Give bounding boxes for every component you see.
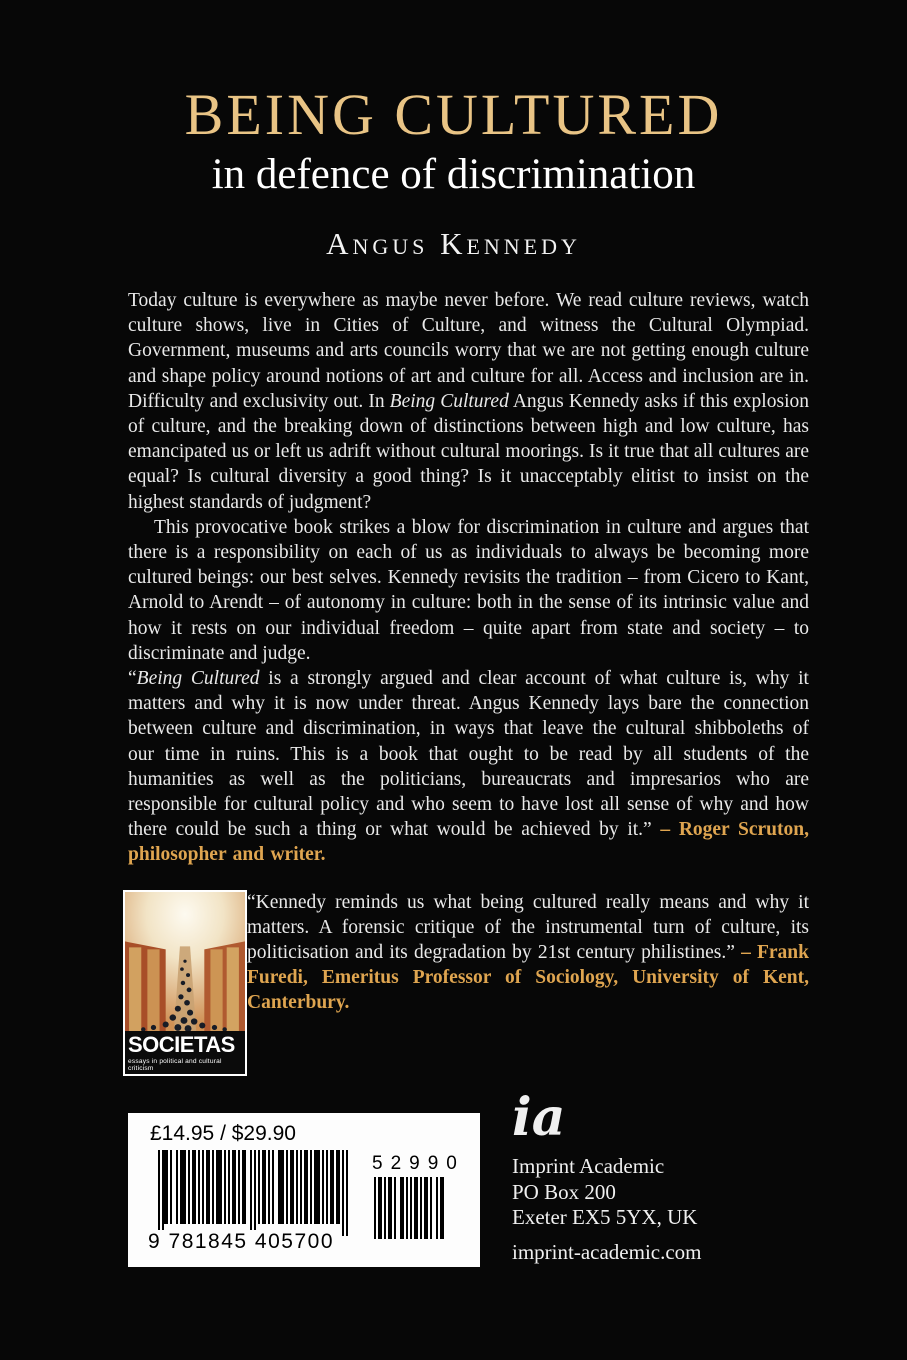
series-title-band <box>125 1031 245 1074</box>
scruton-book-title-italic: Being Cultured <box>136 668 260 690</box>
synopsis-paragraph-1 <box>128 288 809 515</box>
publisher-po-box: PO Box 200 <box>512 1179 616 1204</box>
furedi-attribution: – Frank Furedi, Emeritus Professor of Sociology, University of Kent, Canterbury. <box>247 942 809 1014</box>
synopsis-p1-book-title-italic: Being Cultured <box>389 390 509 412</box>
isbn-digits: 9 781845 405700 <box>144 1230 338 1254</box>
book-subtitle: in defence of discrimination <box>211 151 696 198</box>
scruton-attribution: – Roger Scruton, philosopher and writer. <box>128 819 809 866</box>
header <box>0 82 907 261</box>
imprint-academic-logo: ia <box>512 1087 566 1148</box>
synopsis-p1-text-after: Angus Kennedy asks if this explosion of culture, and the breaking down of distinctions between high and low culture, has emancipated us or left us adrift without cultural moorings. Is it true that all cultures are equal? Is cultural diversity a good thing? Is it unacceptably elitist to insist on the highest standards of judgment? <box>128 390 809 513</box>
series-thumbnail <box>123 890 247 1076</box>
series-title: SOCIETAS <box>128 1032 235 1058</box>
series-book-art <box>125 892 245 1031</box>
barcode-supplement-digits: 52990 <box>372 1153 465 1174</box>
supplement-barcode-image <box>374 1177 446 1239</box>
synopsis-p1-text: Today culture is everywhere as maybe never before. We read culture reviews, watch culture shows, live in Cities of Culture, and witness the Cultural Olympiad. Government, museums and arts councils worry that we are not getting enough culture and shape policy around notions of art and culture for all. Access and inclusion are in. Difficulty and exclusivity out. In <box>128 290 809 412</box>
review-quote-scruton <box>128 666 809 868</box>
review-quote-furedi <box>247 890 809 1016</box>
scruton-open-quote: “ <box>128 668 137 690</box>
author-name: Angus Kennedy <box>326 226 581 261</box>
furedi-quote-body: “Kennedy reminds us what being cultured really means and why it matters. A forensic critique of the instrumental turn of culture, its politicisation and its degradation by 21st century philistines.” <box>247 891 809 964</box>
publisher-name: Imprint Academic <box>512 1154 665 1178</box>
review-furedi-row <box>128 890 809 1076</box>
back-cover-text <box>128 288 809 1076</box>
synopsis-paragraph-2: This provocative book strikes a blow for discrimination in culture and argues that there is a responsibility on each of us as individuals to always be becoming more cultured beings: our best selves. Kennedy revisits the tradition – from Cicero to Kant, Arnold to Arendt – of autonomy in culture: both in the sense of its intrinsic value and how it rests on our individual freedom – quite apart from state and society – to discriminate and judge. <box>128 516 809 664</box>
publisher-website: imprint-academic.com <box>512 1239 702 1264</box>
series-tagline: essays in political and cultural criticism <box>128 1058 222 1073</box>
price-label: £14.95 / $29.90 <box>150 1122 296 1145</box>
book-title: BEING CULTURED <box>184 82 723 147</box>
scruton-quote-body: is a strongly argued and clear account of what culture is, why it matters and why it is now under threat. Angus Kennedy lays bare the connection between culture and discrimination, in ways that leave the cultural shibboleths of our time in ruins. This is a book that ought to be read by all students of the humanities as well as the politicians, bureaucrats and impresarios who are responsible for cultural policy and who seem to have lost all sense of why and how there could be such a thing or what would be achieved by it.” <box>128 668 809 841</box>
publisher-city: Exeter EX5 5YX, UK <box>512 1205 698 1229</box>
barcode-panel <box>128 1113 480 1267</box>
ean-barcode-image <box>158 1150 350 1236</box>
publisher-block <box>512 1087 702 1265</box>
